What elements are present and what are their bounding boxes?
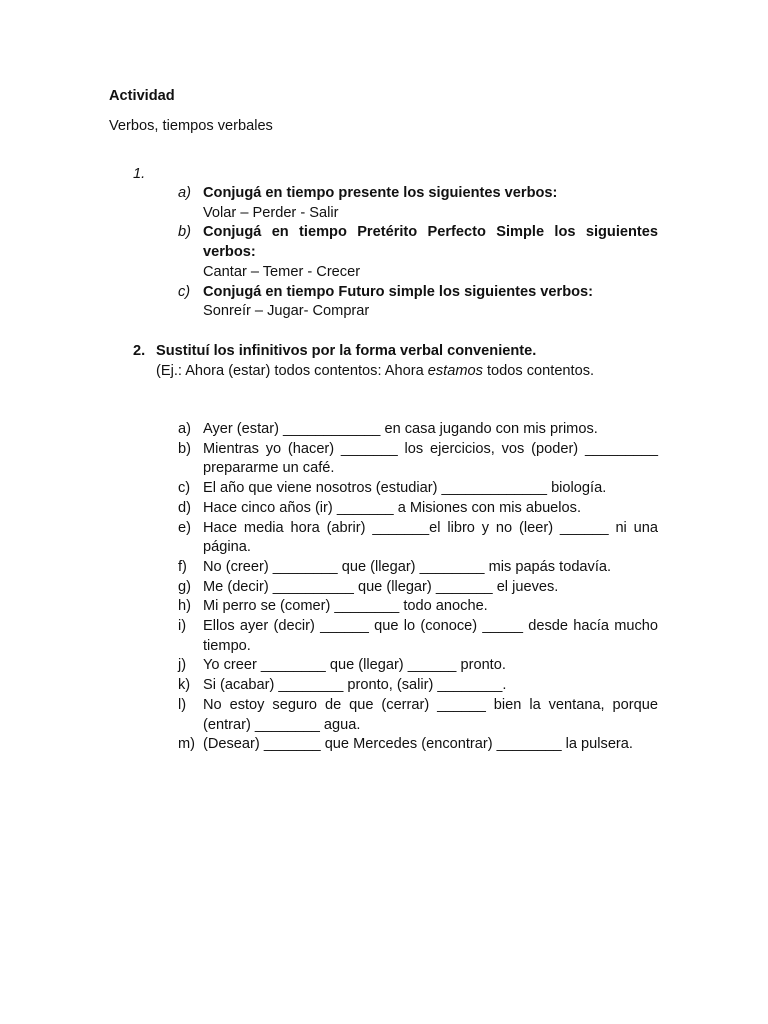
list-item <box>178 676 658 696</box>
item-text: (Desear) _______ que Mercedes (encontrar) ________ la pulsera. <box>203 736 633 753</box>
item-letter: e) <box>178 519 191 536</box>
list-item <box>178 184 658 223</box>
item-instruction: Conjugá en tiempo Pretérito Perfecto Simple los siguientes verbos: <box>203 224 658 261</box>
list-item <box>178 578 658 598</box>
item-instruction: Conjugá en tiempo Futuro simple los siguientes verbos: <box>203 283 594 300</box>
item-letter: c) <box>178 283 191 300</box>
item-letter: b) <box>178 224 191 241</box>
item-text: Hace media hora (abrir) _______el libro y no (leer) ______ ni una página. <box>203 519 658 556</box>
item-verbs: Volar – Perder - Salir <box>203 204 339 221</box>
example-verb: estamos <box>427 362 483 379</box>
section-2-header <box>133 342 658 381</box>
section-1-number: 1. <box>133 166 146 182</box>
section-2-example <box>156 362 658 382</box>
list-item <box>178 499 658 519</box>
item-text: Mientras yo (hacer) _______ los ejercicios, vos (poder) _________ prepararme un café. <box>203 440 658 477</box>
item-letter: k) <box>178 677 191 694</box>
section-2-number: 2. <box>133 343 146 359</box>
item-text: Ellos ayer (decir) ______ que lo (conoce) _____ desde hacía mucho tiempo. <box>203 618 658 654</box>
item-letter: l) <box>178 696 187 713</box>
section-2-heading: Sustituí los infinitivos por la forma verbal conveniente. <box>156 343 537 359</box>
list-item <box>178 223 658 282</box>
page-title: Actividad <box>109 88 175 104</box>
list-item <box>178 656 658 676</box>
item-letter: b) <box>178 440 191 457</box>
list-item <box>178 597 658 617</box>
list-item <box>178 519 658 558</box>
list-item <box>178 558 658 578</box>
list-item <box>178 735 658 755</box>
section-2-list <box>178 420 658 755</box>
item-verbs: Sonreír – Jugar- Comprar <box>203 303 370 320</box>
item-letter: d) <box>178 499 191 516</box>
list-item <box>178 420 658 440</box>
item-letter: i) <box>178 618 187 635</box>
item-letter: a) <box>178 185 191 201</box>
item-text: No estoy seguro de que (cerrar) ______ bien la ventana, porque (entrar) ________ agua. <box>203 696 658 733</box>
item-letter: a) <box>178 421 191 437</box>
list-item <box>178 283 658 322</box>
example-text-end: todos contentos. <box>482 362 595 379</box>
section-1-list <box>178 184 658 322</box>
item-text: Ayer (estar) ____________ en casa jugando con mis primos. <box>203 421 598 437</box>
list-item <box>178 479 658 499</box>
item-letter: g) <box>178 578 191 595</box>
item-letter: c) <box>178 480 191 497</box>
item-letter: f) <box>178 558 187 575</box>
item-text: El año que viene nosotros (estudiar) _____________ biología. <box>203 480 607 497</box>
list-item <box>178 440 658 479</box>
list-item <box>178 696 658 735</box>
item-text: Mi perro se (comer) ________ todo anoche. <box>203 598 488 615</box>
item-text: Yo creer ________ que (llegar) ______ pronto. <box>203 657 506 674</box>
item-instruction: Conjugá en tiempo presente los siguientes verbos: <box>203 185 558 201</box>
item-text: Hace cinco años (ir) _______ a Misiones con mis abuelos. <box>203 499 582 516</box>
item-text: Me (decir) __________ que (llegar) _______ el jueves. <box>203 578 559 595</box>
list-item <box>178 617 658 656</box>
example-text-start: (Ej.: Ahora (estar) todos contentos: Ahora <box>156 362 428 379</box>
item-text: No (creer) ________ que (llegar) ________ mis papás todavía. <box>203 558 612 575</box>
item-text: Si (acabar) ________ pronto, (salir) ________. <box>203 677 507 694</box>
item-letter: m) <box>178 736 196 753</box>
item-verbs: Cantar – Temer - Crecer <box>203 263 361 280</box>
item-letter: j) <box>178 657 187 674</box>
item-letter: h) <box>178 598 191 615</box>
page-subtitle: Verbos, tiempos verbales <box>109 118 273 134</box>
